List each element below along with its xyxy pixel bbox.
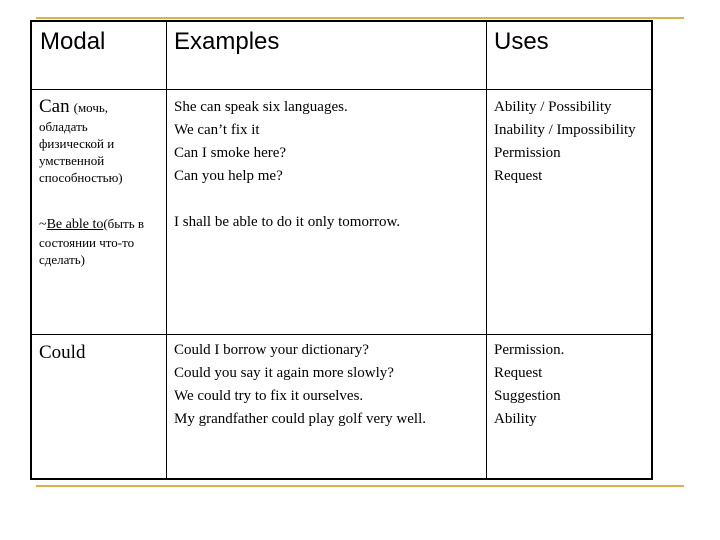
example-line: Can you help me? bbox=[174, 168, 283, 184]
example-line: I shall be able to do it only tomorrow. bbox=[174, 214, 401, 230]
modal-can: Can bbox=[39, 96, 70, 117]
use-line: Permission. bbox=[494, 342, 565, 358]
modal-can-desc-line: физической и bbox=[39, 136, 115, 151]
modal-can-cell bbox=[39, 96, 164, 186]
uses-can bbox=[494, 96, 636, 188]
use-line: Suggestion bbox=[494, 388, 561, 404]
modal-can-desc-line: обладать bbox=[39, 119, 88, 134]
modal-be-able-desc-line: сделать) bbox=[39, 252, 86, 267]
use-line: Request bbox=[494, 365, 543, 381]
use-line: Inability / Impossibility bbox=[494, 122, 636, 138]
examples-can bbox=[174, 96, 348, 188]
modal-can-desc-line: умственной bbox=[39, 153, 105, 168]
row-divider bbox=[32, 334, 651, 335]
column-divider bbox=[486, 22, 487, 478]
decorative-bottom-line bbox=[36, 485, 684, 487]
modal-can-desc-line: способностью) bbox=[39, 170, 123, 185]
use-line: Permission bbox=[494, 145, 561, 161]
example-line: She can speak six languages. bbox=[174, 99, 348, 115]
use-line: Ability / Possibility bbox=[494, 99, 612, 115]
header-examples: Examples bbox=[174, 28, 280, 55]
example-line: Can I smoke here? bbox=[174, 145, 287, 161]
use-line: Ability bbox=[494, 411, 537, 427]
example-line: We could try to fix it ourselves. bbox=[174, 388, 364, 404]
example-line: My grandfather could play golf very well. bbox=[174, 411, 427, 427]
header-uses: Uses bbox=[494, 28, 549, 55]
examples-be-able-to bbox=[174, 211, 400, 234]
example-line: Could I borrow your dictionary? bbox=[174, 342, 369, 358]
example-line: Could you say it again more slowly? bbox=[174, 365, 394, 381]
examples-could bbox=[174, 339, 426, 431]
header-modal: Modal bbox=[40, 28, 106, 55]
modal-can-note: (мочь, bbox=[73, 100, 109, 115]
header-divider bbox=[32, 89, 651, 90]
use-line: Request bbox=[494, 168, 543, 184]
uses-could bbox=[494, 339, 564, 431]
modal-be-able-prefix: ~ bbox=[39, 217, 47, 232]
modal-be-able-desc-line: состоянии что-то bbox=[39, 235, 135, 250]
modal-be-able-note: (быть в bbox=[103, 216, 145, 231]
example-line: We can’t fix it bbox=[174, 122, 260, 138]
modal-be-able-to: Be able to bbox=[46, 217, 104, 232]
modal-could: Could bbox=[39, 342, 86, 363]
decorative-top-line bbox=[36, 17, 684, 19]
modal-verbs-table bbox=[30, 20, 653, 480]
modal-be-able-to-cell bbox=[39, 215, 167, 268]
